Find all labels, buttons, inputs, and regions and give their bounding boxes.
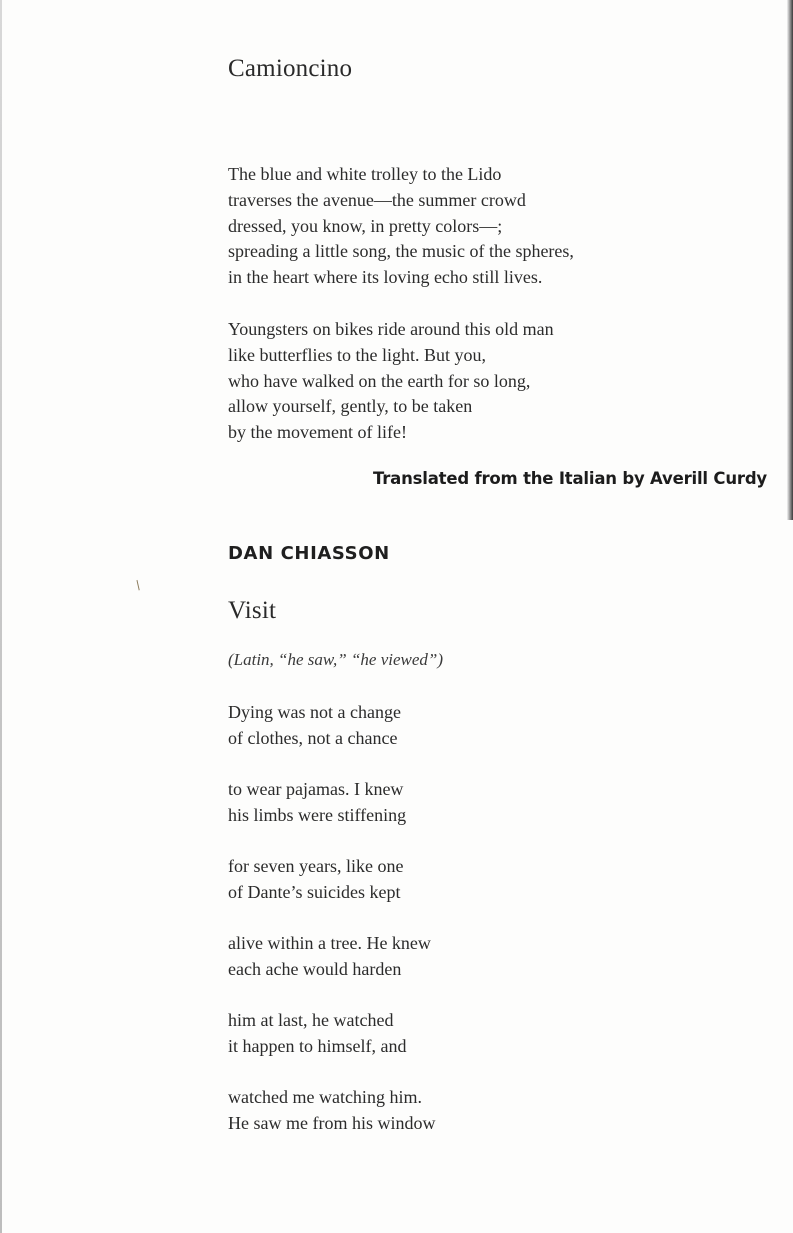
poem-line: of clothes, not a chance: [228, 727, 398, 748]
poem-line: him at last, he watched: [228, 1010, 394, 1030]
poem-line: Dying was not a change: [228, 702, 401, 722]
poem1-stanza-1: [228, 162, 574, 291]
author-name: DAN CHIASSON: [228, 543, 390, 564]
poem1-stanza-2: [228, 317, 554, 446]
page-edge-left: [0, 0, 2, 1233]
poem-line: each ache would harden: [228, 958, 402, 979]
poem-line: watched me watching him.: [228, 1087, 422, 1107]
poem2-stanza-3: [228, 854, 403, 906]
poem-line: The blue and white trolley to the Lido: [228, 164, 502, 184]
poem-line: to wear pajamas. I knew: [228, 779, 404, 799]
poem-line: He saw me from his window: [228, 1112, 436, 1133]
poem-line: dressed, you know, in pretty colors—;: [228, 215, 503, 236]
poem-line: like butterflies to the light. But you,: [228, 344, 486, 365]
poem-line: by the movement of life!: [228, 422, 407, 443]
poem-line: in the heart where its loving echo still lives.: [228, 267, 543, 288]
translator-credit: Translated from the Italian by Averill Curdy: [372, 469, 767, 488]
poem-line: his limbs were stiffening: [228, 804, 407, 825]
poem-line: of Dante’s suicides kept: [228, 881, 401, 902]
page-edge-right: [787, 0, 793, 520]
poem2-stanza-1: [228, 700, 401, 752]
poem-line: Youngsters on bikes ride around this old man: [228, 319, 554, 339]
poem-epigraph: (Latin, “he saw,” “he viewed”): [228, 650, 444, 669]
stray-mark: /: [132, 577, 144, 593]
poem-line: alive within a tree. He knew: [228, 933, 431, 953]
poem2-stanza-5: [228, 1008, 406, 1060]
poem-line: who have walked on the earth for so long,: [228, 370, 531, 391]
poem2-stanza-2: [228, 777, 406, 829]
poem-line: traverses the avenue—the summer crowd: [228, 189, 526, 210]
poem-title-camioncino: Camioncino: [228, 55, 353, 82]
poem2-stanza-6: [228, 1085, 435, 1137]
poem-line: allow yourself, gently, to be taken: [228, 396, 473, 417]
poem-title-visit: Visit: [228, 597, 277, 624]
poem2-stanza-4: [228, 931, 431, 983]
poem-line: it happen to himself, and: [228, 1035, 407, 1056]
poem-line: for seven years, like one: [228, 856, 404, 876]
poem-line: spreading a little song, the music of the spheres,: [228, 241, 574, 262]
